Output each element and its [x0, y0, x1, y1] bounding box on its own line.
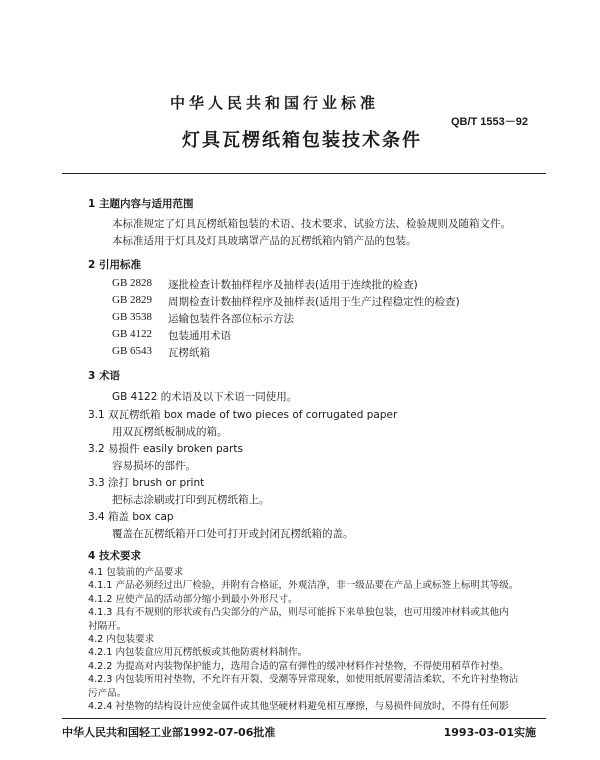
clause-text: 4.2.1 内包装盒应用瓦楞纸板或其他防震材料制作。 — [88, 647, 308, 659]
term-heading: 3.2 易损件 easily broken parts — [88, 443, 243, 455]
clause-text: 4.1.3 具有不规则的形状或有凸尖部分的产品，则尽可能拆下来单独包装，也可用缓冲材料或其他内 — [88, 607, 509, 619]
clause-text: 4.2 内包装要求 — [88, 634, 155, 645]
clause-text: 4.1 包装前的产品要求 — [88, 567, 184, 578]
clause-text: 4.1.1 产品必须经过出厂检验，并附有合格证，外观洁净，非一级品要在产品上或标签上标明其等级。 — [88, 580, 519, 592]
reference-code: GB 6543 — [112, 345, 153, 357]
reference-title: 周期检查计数抽样程序及抽样表(适用于生产过程稳定性的检查) — [168, 296, 460, 308]
section-3-intro: GB 4122 的术语及以下术语一同使用。 — [112, 391, 298, 403]
reference-title: 运输包装件各部位标示方法 — [168, 313, 294, 325]
term-definition: 容易损坏的部件。 — [112, 460, 196, 472]
clause-text: 4.2.2 为提高对内装物保护能力，选用合适的富有弹性的缓冲材料作衬垫物，不得使用稻草作衬垫。 — [88, 660, 509, 672]
reference-title: 包装通用术语 — [168, 330, 231, 342]
clause-text: 污产品。 — [88, 687, 127, 699]
section-1-heading: 1 主题内容与适用范围 — [88, 198, 194, 210]
reference-code: GB 2829 — [112, 294, 153, 306]
implementation-date: 1993-03-01实施 — [443, 726, 536, 739]
term-heading: 3.3 涂打 brush or print — [88, 477, 205, 489]
reference-code: GB 3538 — [112, 311, 153, 323]
reference-title: 瓦楞纸箱 — [168, 347, 210, 359]
clause-text: 4.2.3 内包装所用衬垫物，不允许有开裂、受潮等异常现象，如使用纸屑要清洁柔软，不允许衬垫物沾 — [88, 674, 519, 686]
clause-text: 4.1.2 应使产品的活动部分缩小到最小外形尺寸。 — [88, 593, 298, 605]
section-1-paragraph: 本标准适用于灯具及灯具玻璃罩产品的瓦楞纸箱内销产品的包装。 — [112, 235, 417, 247]
term-definition: 用双瓦楞纸板制成的箱。 — [112, 426, 228, 438]
section-2-heading: 2 引用标准 — [88, 259, 141, 271]
reference-code: GB 4122 — [112, 328, 153, 340]
standard-code: QB/T 1553－92 — [450, 116, 528, 128]
term-definition: 覆盖在瓦楞纸箱开口处可打开或封闭瓦楞纸箱的盖。 — [112, 528, 354, 540]
reference-code: GB 2828 — [112, 277, 153, 289]
section-3-heading: 3 术语 — [88, 370, 120, 382]
clause-text: 衬隔开。 — [88, 620, 127, 632]
header-divider — [62, 173, 546, 174]
reference-title: 逐批检查计数抽样程序及抽样表(适用于连续批的检查) — [168, 279, 418, 291]
clause-text: 4.2.4 衬垫物的结构设计应使金属件或其他坚硬材料避免相互摩擦，与易损件间放时，不得有任何影 — [88, 701, 509, 712]
approval-statement: 中华人民共和国轻工业部1992-07-06批准 — [62, 726, 276, 739]
term-heading: 3.1 双瓦楞纸箱 box made of two pieces of corrugated paper — [88, 409, 398, 421]
document-title: 灯具瓦楞纸箱包装技术条件 — [182, 130, 422, 151]
footer-divider — [62, 718, 546, 719]
section-1-paragraph: 本标准规定了灯具瓦楞纸箱包装的术语、技术要求、试验方法、检验规则及随箱文件。 — [112, 218, 511, 230]
term-heading: 3.4 箱盖 box cap — [88, 511, 174, 523]
standard-type: 中华人民共和国行业标准 — [170, 94, 380, 112]
term-definition: 把标志涂刷或打印到瓦楞纸箱上。 — [112, 494, 270, 506]
section-4-heading: 4 技术要求 — [88, 550, 141, 562]
